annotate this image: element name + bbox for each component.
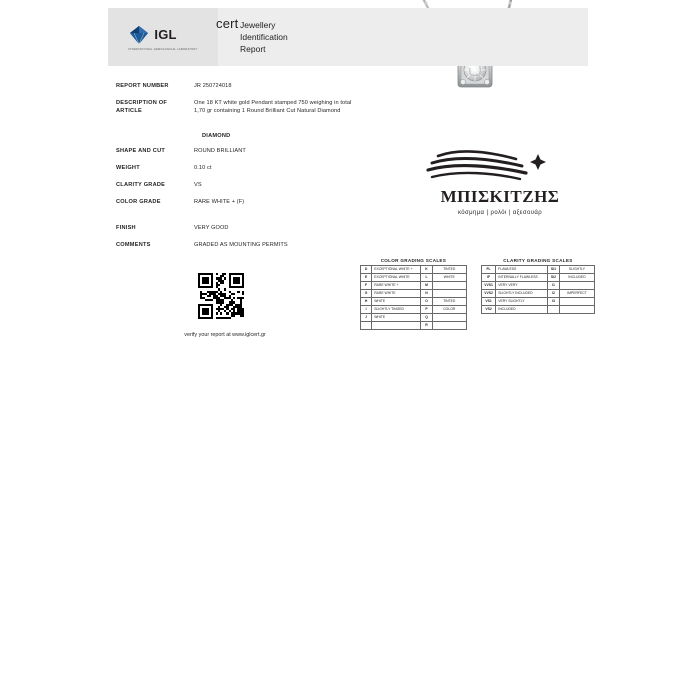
grade-desc — [432, 290, 466, 298]
grade-code: K — [421, 266, 432, 274]
brand-subtitle: κόσμημα | ρολόι | αξεσουάρ — [457, 210, 543, 216]
table-row — [361, 298, 467, 306]
grade-code: IF — [481, 274, 495, 282]
grade-code: SI1 — [547, 266, 559, 274]
grade-desc — [559, 306, 594, 314]
field-label: WEIGHT — [116, 165, 140, 171]
grade-code: I2 — [547, 290, 559, 298]
grade-desc: RARE WHITE + — [372, 282, 421, 290]
grade-code: VVS2 — [481, 290, 495, 298]
grade-desc: WHITE — [372, 298, 421, 306]
table-row — [481, 266, 594, 274]
field-value: ROUND BRILLIANT — [194, 148, 246, 154]
section-heading-diamond: DIAMOND — [202, 133, 231, 139]
field-label: FINISH — [116, 225, 136, 231]
igl-logo-name: IGL — [154, 27, 177, 42]
grade-code: FL — [481, 266, 495, 274]
grade-desc: RARE WHITE — [372, 290, 421, 298]
grade-desc: SLIGHTLY INCLUDED — [496, 290, 548, 298]
table-row — [481, 282, 594, 290]
grade-desc: WHITE — [372, 314, 421, 322]
table-row — [361, 282, 467, 290]
report-title-line-2: Identification — [240, 32, 288, 42]
grade-code: I3 — [547, 298, 559, 306]
grade-desc: TINTED — [432, 298, 466, 306]
certificate-header — [108, 8, 588, 66]
grade-desc: TINTED — [432, 266, 466, 274]
grade-desc: SLIGHTLY — [559, 266, 594, 274]
grade-code: VVS1 — [481, 282, 495, 290]
field-value: GRADED AS MOUNTING PERMITS — [194, 242, 288, 248]
grade-desc: INCLUDED — [559, 274, 594, 282]
table-row — [361, 274, 467, 282]
field-label: COMMENTS — [116, 242, 151, 248]
table-row — [361, 290, 467, 298]
grade-code: VS1 — [481, 298, 495, 306]
grade-desc — [432, 282, 466, 290]
table-row — [481, 306, 594, 314]
table-row — [361, 266, 467, 274]
color-scale-title: COLOR GRADING SCALES — [380, 258, 447, 263]
grade-code: O — [421, 298, 432, 306]
brand-name: ΜΠΙΣΚΙΤΖΗΣ — [440, 187, 560, 206]
grade-code: SI2 — [547, 274, 559, 282]
field-value: VERY GOOD — [194, 225, 229, 231]
grade-code: M — [421, 282, 432, 290]
field-value: One 18 KT white gold Pendant stamped 750 weighing in total 1,70 gr containing 1 Round Brilliant Cut Natural Diamond — [194, 100, 352, 114]
qr-code[interactable] — [198, 273, 244, 319]
color-grading-scale — [360, 258, 467, 330]
igl-logo — [108, 8, 239, 66]
grade-desc — [432, 322, 466, 330]
grade-code — [361, 322, 372, 330]
grade-code: D — [361, 266, 372, 274]
clarity-grading-scale — [481, 258, 595, 330]
grade-code: Q — [421, 314, 432, 322]
igl-logo-subtitle: INTERNATIONAL GEMOLOGICAL LABORATORY — [128, 47, 198, 51]
grade-code: G — [361, 290, 372, 298]
grade-code: H — [361, 298, 372, 306]
grade-code: R — [421, 322, 432, 330]
grade-desc — [372, 322, 421, 330]
color-scale-table — [360, 265, 467, 330]
field-value: RARE WHITE + (F) — [194, 199, 245, 205]
grade-desc — [432, 314, 466, 322]
field-label: COLOR GRADE — [116, 199, 161, 205]
field-value: 0.10 ct — [194, 165, 212, 171]
igl-diamond-icon — [128, 24, 150, 46]
field-label: SHAPE AND CUT — [116, 148, 166, 154]
grading-scales — [360, 258, 595, 330]
grade-desc — [559, 282, 594, 290]
grade-desc: EXCEPTIONAL WHITE — [372, 274, 421, 282]
table-row — [361, 306, 467, 314]
grade-desc: VERY SLIGHTLY — [496, 298, 548, 306]
clarity-scale-title: CLARITY GRADING SCALES — [503, 258, 573, 263]
grade-code: VS2 — [481, 306, 495, 314]
grade-code: F — [361, 282, 372, 290]
verify-text: verify your report at www.iglcert.gr — [184, 332, 266, 338]
clarity-scale-table — [481, 265, 595, 314]
field-value: JR 250724018 — [194, 83, 232, 89]
table-row — [361, 322, 467, 330]
grade-code: L — [421, 274, 432, 282]
report-title-line-1: Jewellery — [240, 20, 276, 30]
grade-code: N — [421, 290, 432, 298]
grade-code: E — [361, 274, 372, 282]
table-row — [481, 274, 594, 282]
table-row — [481, 298, 594, 306]
table-row — [481, 290, 594, 298]
field-label: CLARITY GRADE — [116, 182, 166, 188]
grade-desc: FLAWLESS — [496, 266, 548, 274]
report-title-line-3: Report — [240, 44, 266, 54]
grade-code — [547, 306, 559, 314]
grade-desc: EXCEPTIONAL WHITE + — [372, 266, 421, 274]
grade-desc: SLIGHTLY TINGED — [372, 306, 421, 314]
grade-desc: INTERNALLY FLAWLESS — [496, 274, 548, 282]
grade-desc: INCLUDED — [496, 306, 548, 314]
grade-desc: COLOR — [432, 306, 466, 314]
igl-logo-suffix: cert — [216, 16, 239, 31]
grade-desc: VERY VERY — [496, 282, 548, 290]
grade-code: J — [361, 314, 372, 322]
grade-code: I — [361, 306, 372, 314]
field-value: VS — [194, 182, 202, 188]
grade-desc: WHITE — [432, 274, 466, 282]
field-label: DESCRIPTION OF ARTICLE — [116, 100, 168, 114]
grade-desc — [559, 298, 594, 306]
field-label: REPORT NUMBER — [116, 83, 169, 89]
grade-desc: IMPERFECT — [559, 290, 594, 298]
grade-code: P — [421, 306, 432, 314]
table-row — [361, 314, 467, 322]
grade-code: I1 — [547, 282, 559, 290]
